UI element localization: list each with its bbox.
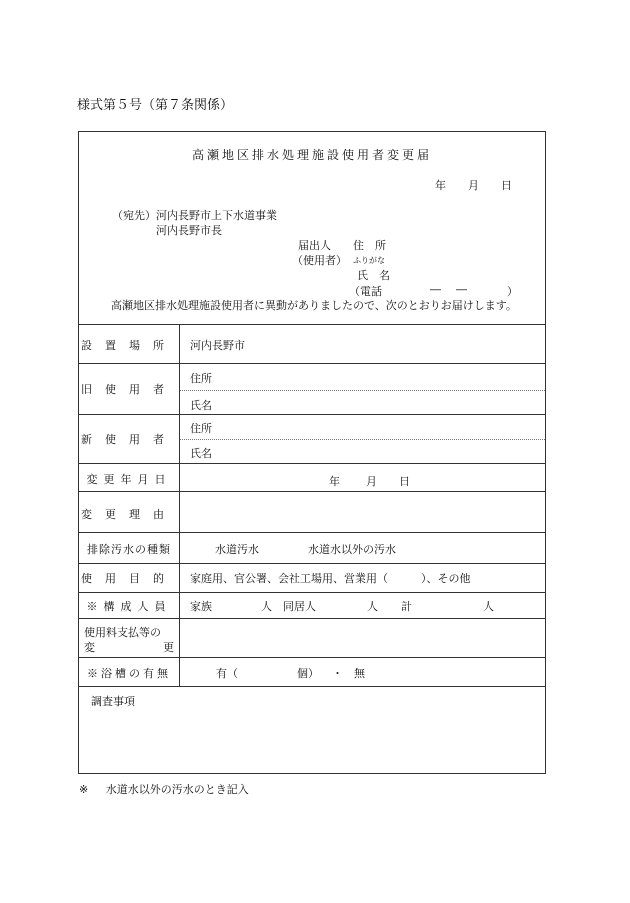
user-label: （使用者） — [292, 254, 347, 267]
bathtub-count: 個） — [297, 667, 319, 680]
addressee-prefix: （宛先） — [112, 209, 156, 222]
members-cohabitant: 同居人 — [283, 600, 316, 613]
label-change-date: 変更年月日 — [86, 473, 172, 486]
rule-old-user-split — [180, 390, 545, 391]
wastewater-option-other: 水道水以外の汚水 — [308, 543, 396, 556]
members-cohabitant-unit: 人 — [367, 600, 378, 613]
label-survey: 調査事項 — [91, 695, 135, 708]
label-new-user: 新使用者 — [81, 433, 177, 446]
rule-location — [79, 363, 545, 364]
label-reason: 変更理由 — [81, 508, 177, 521]
wastewater-option-tap: 水道汚水 — [215, 543, 259, 556]
footnote — [79, 781, 249, 797]
purpose-options: 家庭用、官公署、会社工場用、営業用（ ）、その他 — [190, 572, 471, 585]
change-date-year: 年 — [329, 475, 340, 488]
form-frame — [78, 131, 546, 774]
label-wastewater-type: 排除汚水の種類 — [87, 543, 171, 556]
phone-close: ） — [507, 285, 518, 298]
value-location: 河内長野市 — [190, 339, 245, 352]
members-total-unit: 人 — [483, 600, 494, 613]
members-family: 家族 — [190, 600, 212, 613]
new-user-address: 住所 — [190, 422, 212, 435]
old-user-name: 氏名 — [190, 399, 212, 412]
furigana-label: ふりがな — [353, 256, 385, 265]
column-divider — [179, 324, 180, 686]
label-location: 設置場所 — [81, 339, 177, 352]
change-date-day: 日 — [399, 475, 410, 488]
rule-purpose — [79, 592, 545, 593]
statement: 高瀬地区排水処理施設使用者に異動がありましたので、次のとおりお届けします。 — [111, 299, 517, 312]
footnote-text: 水道水以外の汚水のとき記入 — [105, 783, 249, 796]
label-bathtub: ※浴槽の有無 — [87, 667, 171, 680]
label-fee-payment: 使用料支払等の — [84, 626, 161, 639]
notifier-label: 届出人 — [298, 239, 331, 252]
label-fee-change-b: 更 — [163, 641, 174, 654]
rule-fee — [79, 657, 545, 658]
phone-label: （電話 — [349, 285, 382, 298]
rule-old-user — [79, 414, 545, 415]
members-total: 計 — [401, 600, 412, 613]
bathtub-dot: ・ — [332, 667, 343, 680]
rule-bathtub — [79, 686, 545, 687]
addressee-mayor: 河内長野市長 — [156, 224, 222, 237]
members-family-unit: 人 — [261, 600, 272, 613]
rule-wastewater — [79, 563, 545, 564]
submission-date: 年 月 日 — [435, 179, 512, 192]
change-date-month: 月 — [366, 475, 377, 488]
phone-dash-2: ― — [456, 283, 467, 296]
label-fee-change-a: 変 — [84, 641, 95, 654]
label-purpose: 使用目的 — [81, 572, 177, 585]
rule-members — [79, 618, 545, 619]
rule-change-date — [79, 491, 545, 492]
form-number: 様式第５号（第７条関係） — [77, 98, 234, 113]
bathtub-no: 無 — [354, 667, 365, 680]
label-members: ※構成人員 — [86, 600, 172, 613]
rule-reason — [79, 532, 545, 533]
phone-dash-1: ― — [430, 283, 441, 296]
form-title: 高瀬地区排水処理施設使用者変更届 — [191, 148, 432, 162]
rule-new-user-split — [180, 439, 545, 440]
address-label: 住 所 — [353, 239, 386, 252]
new-user-name: 氏名 — [190, 447, 212, 460]
bathtub-yes: 有（ — [216, 667, 238, 680]
rule-new-user — [79, 463, 545, 464]
name-label: 氏 名 — [357, 269, 390, 282]
addressee-utility: 河内長野市上下水道事業 — [156, 209, 277, 222]
label-old-user: 旧使用者 — [81, 383, 177, 396]
footnote-mark: ※ — [79, 783, 89, 796]
old-user-address: 住所 — [190, 372, 212, 385]
rule-header — [79, 324, 545, 325]
